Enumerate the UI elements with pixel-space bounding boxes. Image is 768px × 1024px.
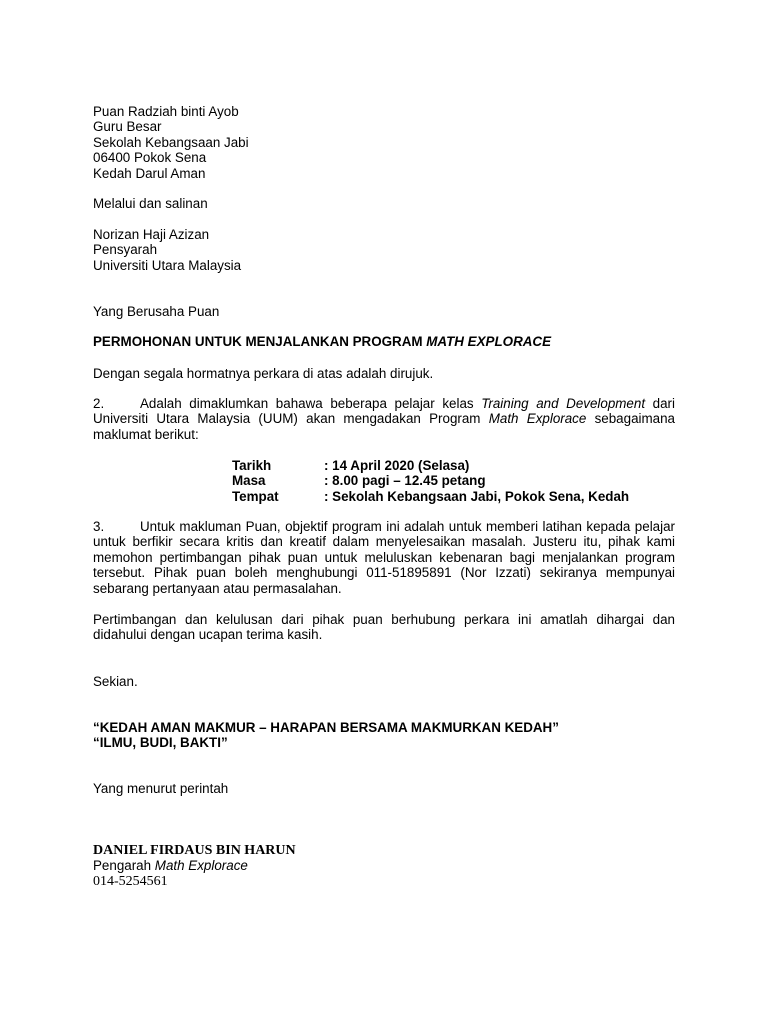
paragraph-3-number: 3.	[93, 519, 105, 534]
recipient-state: Kedah Darul Aman	[93, 165, 206, 181]
cc-position: Pensyarah	[93, 242, 158, 258]
recipient-school: Sekolah Kebangsaan Jabi	[93, 134, 249, 150]
paragraph-3-text: Untuk makluman Puan, objektif program ini adalah untuk memberi latihan kepada pelajar untuk berfikir secara kritis dan kreatif dalam menyelesaikan masalah. Justeru itu, pihak kami memohon pertimbangan pihak puan untuk meluluskan kebenaran bagi menjalankan program tersebut. Pihak puan boleh menghubungi 011-51895891 (Nor Izzati) sekiranya mempunyai sebarang pertanyaan atau permasalahan.	[93, 519, 675, 596]
paragraph-2	[93, 396, 675, 442]
program-details	[232, 458, 672, 504]
signatory-phone: 014-5254561	[93, 873, 168, 889]
detail-value: : 14 April 2020 (Selasa)	[324, 458, 470, 473]
paragraph-2-program: Math Explorace	[488, 411, 587, 427]
cc-name: Norizan Haji Azizan	[93, 227, 210, 242]
detail-value: : Sekolah Kebangsaan Jabi, Pokok Sena, Kedah	[324, 488, 630, 504]
signatory-name: DANIEL FIRDAUS BIN HARUN	[93, 843, 296, 858]
recipient-address	[93, 104, 675, 181]
signatory-title-program: Math Explorace	[154, 858, 248, 874]
signoff: Yang menurut perintah	[93, 781, 229, 796]
salutation: Yang Berusaha Puan	[93, 304, 220, 319]
paragraph-4: Pertimbangan dan kelulusan dari pihak puan berhubung perkara ini amatlah dihargai dan didahului dengan ucapan terima kasih.	[93, 612, 675, 643]
signatory-title	[93, 858, 675, 873]
slogan-state: “KEDAH AMAN MAKMUR – HARAPAN BERSAMA MAKMURKAN KEDAH”	[93, 720, 559, 735]
detail-row-venue	[232, 489, 672, 504]
detail-label: Masa	[232, 473, 266, 489]
subject-prefix: PERMOHONAN UNTUK MENJALANKAN PROGRAM	[93, 334, 427, 349]
paragraph-2-text-a: Adalah dimaklumkan bahawa beberapa pelajar kelas	[140, 396, 482, 411]
via-label: Melalui dan salinan	[93, 196, 208, 211]
detail-value: : 8.00 pagi – 12.45 petang	[324, 473, 486, 489]
subject-program: MATH EXPLORACE	[426, 334, 552, 349]
detail-row-date	[232, 458, 672, 473]
detail-row-time	[232, 473, 672, 488]
slogan-motto: “ILMU, BUDI, BAKTI”	[93, 735, 228, 751]
recipient-name: Puan Radziah binti Ayob	[93, 104, 239, 119]
recipient-postcode-city: 06400 Pokok Sena	[93, 150, 207, 166]
signature-block	[93, 843, 675, 889]
paragraph-1: Dengan segala hormatnya perkara di atas adalah dirujuk.	[93, 366, 434, 381]
cc-address	[93, 227, 675, 273]
closing: Sekian.	[93, 674, 138, 689]
paragraph-3	[93, 519, 675, 596]
recipient-position: Guru Besar	[93, 119, 162, 135]
signatory-title-prefix: Pengarah	[93, 858, 155, 874]
paragraph-2-text-c: sebagaimana maklumat berikut:	[93, 411, 675, 442]
slogans	[93, 720, 675, 751]
paragraph-2-course: Training and Development	[481, 396, 646, 411]
subject-line	[93, 334, 675, 349]
paragraph-2-text-b: dari Universiti Utara Malaysia (UUM) akan mengadakan Program	[93, 396, 675, 427]
cc-institution: Universiti Utara Malaysia	[93, 257, 242, 273]
paragraph-2-number: 2.	[93, 396, 105, 411]
detail-label: Tarikh	[232, 458, 272, 473]
detail-label: Tempat	[232, 488, 279, 504]
